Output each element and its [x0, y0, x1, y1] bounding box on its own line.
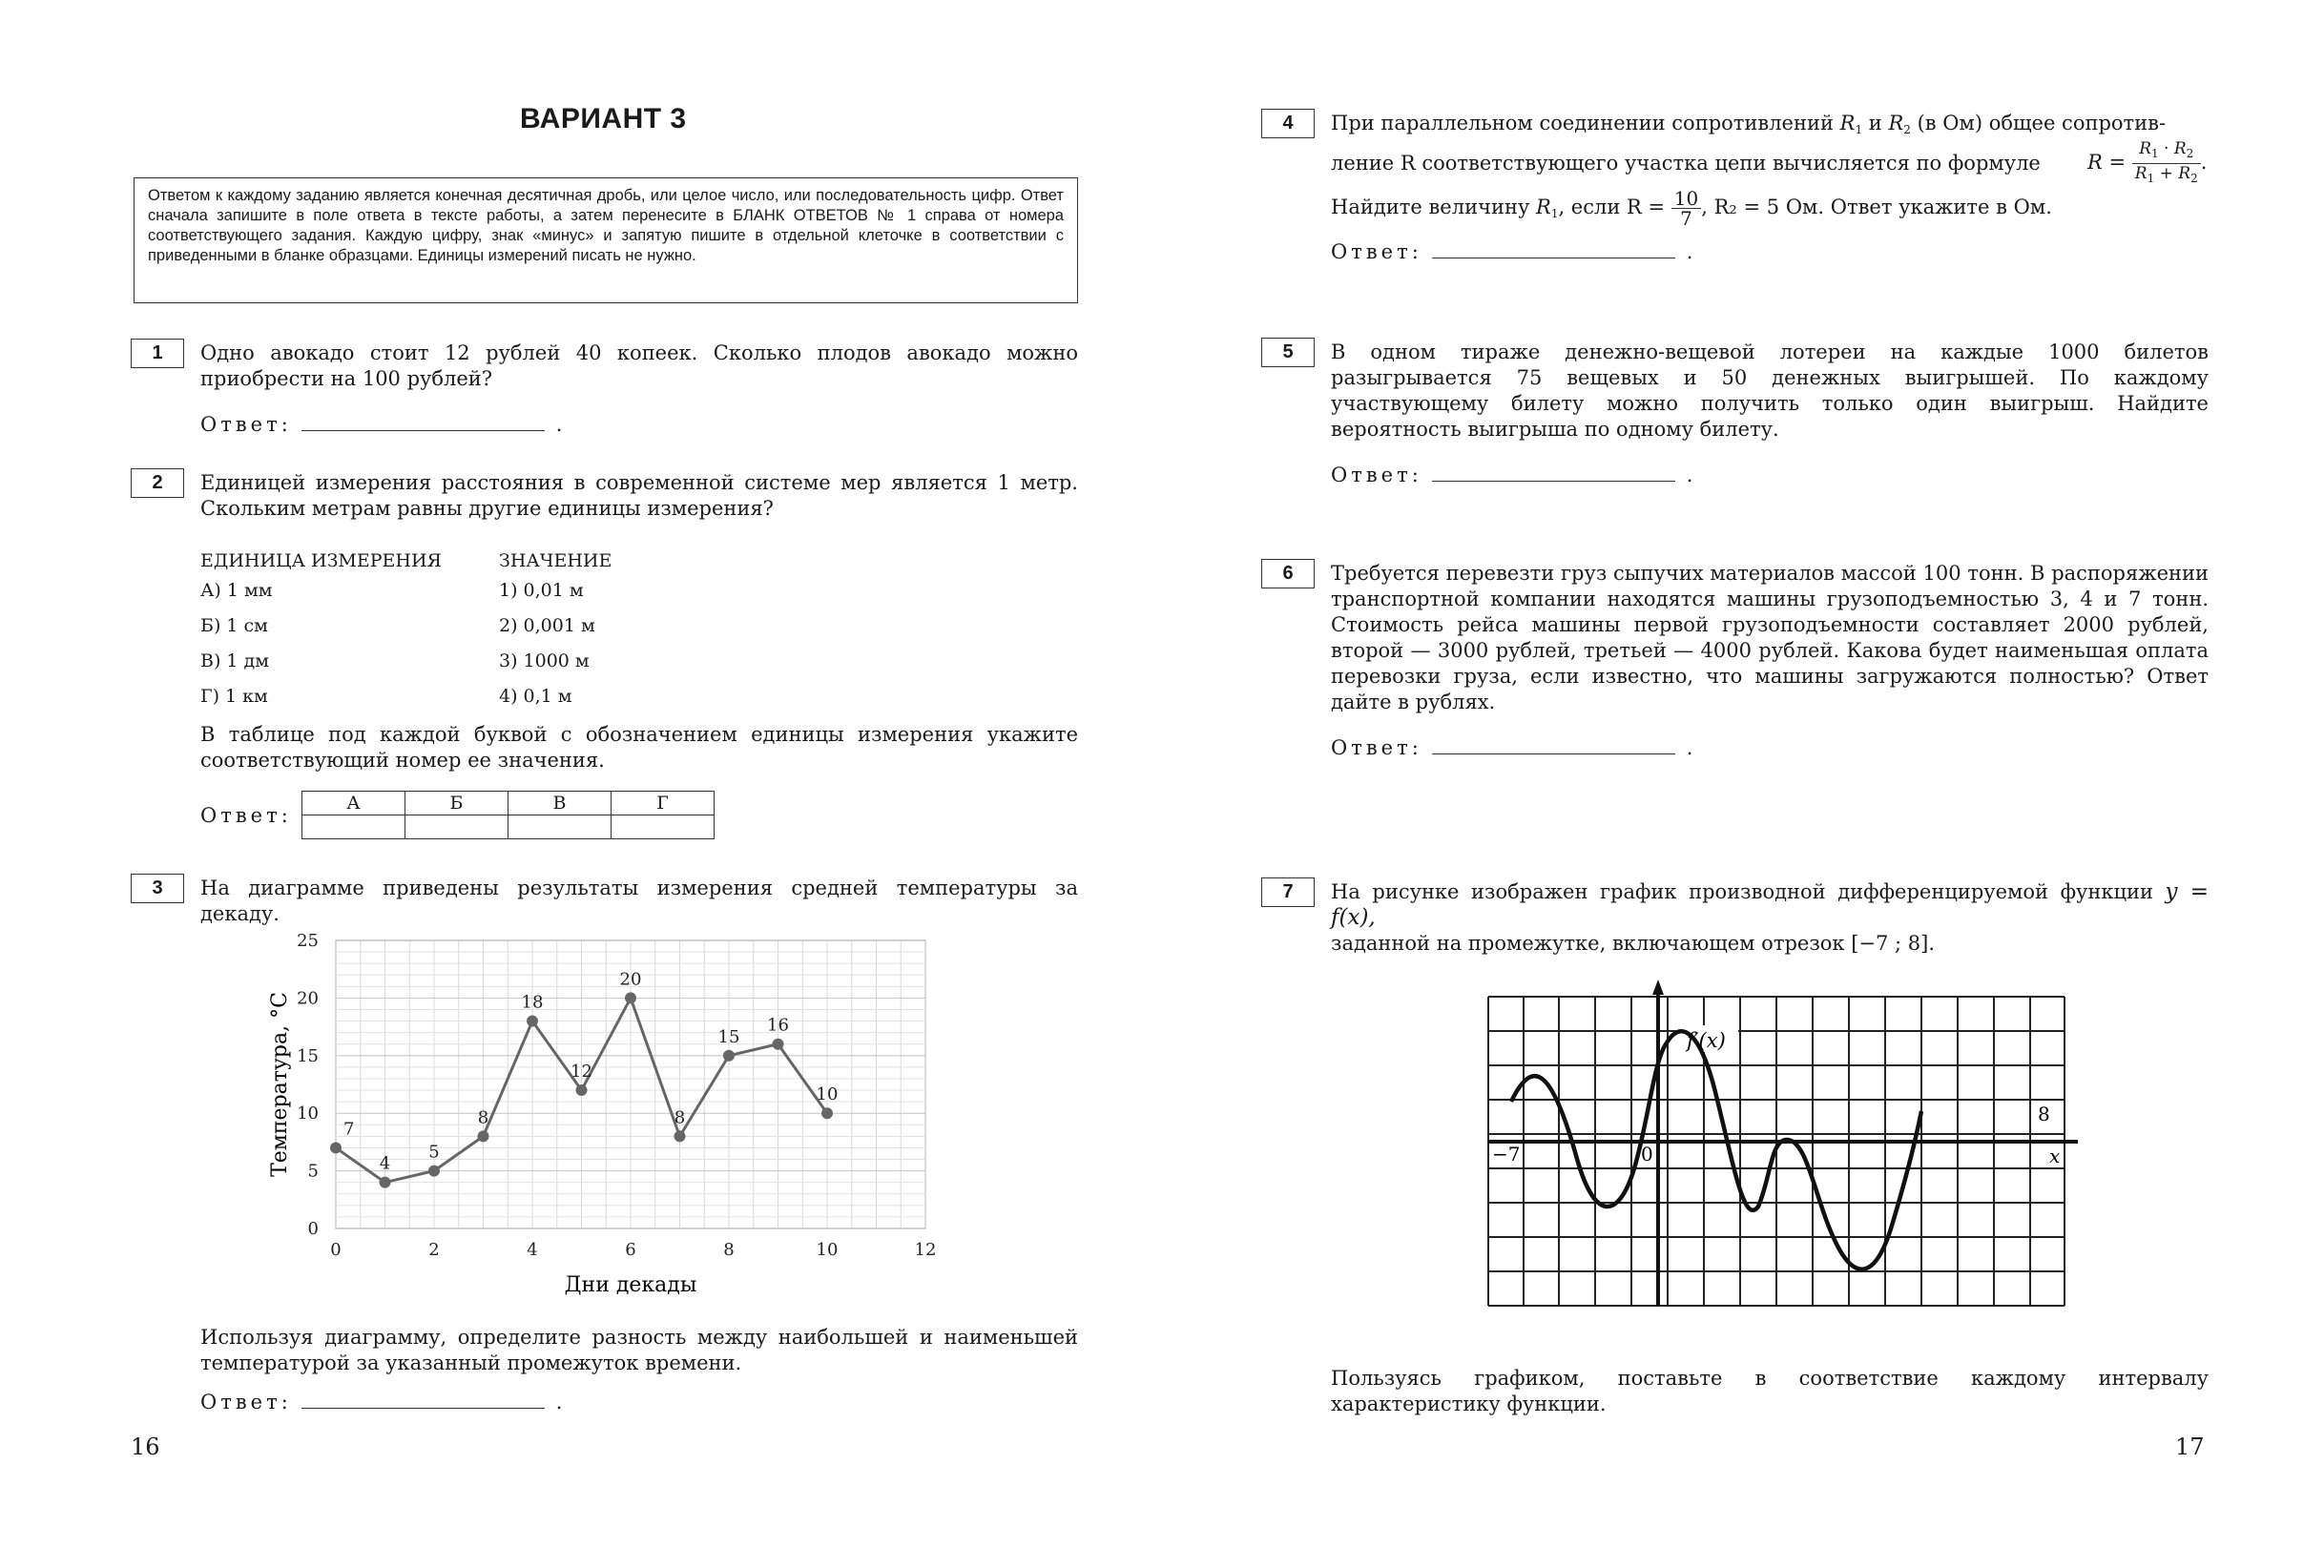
- table-header: Б: [405, 792, 508, 815]
- answer-line[interactable]: [301, 414, 545, 431]
- value-item: 2) 0,001 м: [499, 615, 595, 636]
- x-tick-label: 0: [330, 1240, 342, 1260]
- x-tick-label: 2: [428, 1240, 440, 1260]
- right-page: [1162, 0, 2324, 1568]
- data-label: 7: [343, 1119, 355, 1140]
- answer-line[interactable]: [1432, 737, 1675, 754]
- origin-label: 0: [1641, 1143, 1653, 1166]
- question-number: 7: [1261, 877, 1315, 907]
- question-text: Пользуясь графиком, поставьте в соответствие каждому интервалу характеристику функции.: [1331, 1367, 2209, 1415]
- y-tick-label: 15: [297, 1045, 319, 1066]
- question-text-line3: Найдите величину $R_1$, если R = $\frac{10}{7}$ , R₂ = 5 Ом. Ответ укажите в Ом.: [1331, 187, 2052, 230]
- column-header-value: ЗНАЧЕНИЕ: [499, 550, 612, 571]
- answer-label: Ответ:: [200, 804, 292, 827]
- table-header: В: [508, 792, 612, 815]
- data-label: 5: [428, 1142, 440, 1163]
- instructions-box: Ответом к каждому заданию является конечная десятичная дробь, или целое число, или последовательность цифр. Ответ сначала запишите в поле ответа в тексте работы, а затем перенесите в БЛАНК ОТВЕТОВ № 1 справа от номера соответствующего задания. Каждую цифру, знак «минус» и запятую пишите в отдельной клеточке в соответствии с приведенными в бланке образцами. Единицы измерений писать не нужно.: [134, 177, 1078, 303]
- data-label: 8: [477, 1107, 489, 1128]
- temperature-chart: [258, 925, 944, 1307]
- question-text: На диаграмме приведены результаты измерения средней температуры за декаду.: [200, 877, 1078, 925]
- unit-item: А) 1 мм: [200, 580, 273, 601]
- question-number: 1: [131, 339, 184, 368]
- x-tick-label: 8: [723, 1240, 735, 1260]
- page-number: 17: [2175, 1434, 2205, 1460]
- graph-axes: [1488, 987, 2078, 1306]
- x-axis-label: x: [2049, 1145, 2061, 1167]
- data-point: [478, 1130, 489, 1142]
- answer-field[interactable]: Ответ: .: [1331, 464, 1697, 486]
- unit-item: В) 1 дм: [200, 650, 270, 671]
- question-text: Требуется перевезти груз сыпучих материалов массой 100 тонн. В распоряжении транспортной компании находятся машины грузоподъемностью 3, 4 и 7 тонн. Стоимость рейса машины первой грузоподъемности составляет 2000 рублей, второй — 3000 рублей, третьей — 4000 рублей. Какова будет наименьшая оплата перевозки груза, если известно, что машины загружаются полностью? Ответ дайте в рублях.: [1331, 562, 2209, 713]
- derivative-curve: [1511, 1031, 1921, 1269]
- answer-table: [301, 791, 715, 839]
- x-right-tick-label: 8: [2038, 1103, 2050, 1125]
- answer-line[interactable]: [1432, 241, 1675, 258]
- y-tick-label: 5: [307, 1161, 319, 1182]
- data-label: 8: [674, 1107, 686, 1128]
- question-text: В одном тираже денежно-вещевой лотереи на каждые 1000 билетов разыгрывается 75 вещевых и 50 денежных выигрышей. По каждому участвующему билету можно получить только один выигрыш. Найдите вероятность выигрыша по одному билету.: [1331, 340, 2209, 441]
- data-point: [380, 1177, 391, 1188]
- page-title: ВАРИАНТ 3: [520, 103, 687, 134]
- page-number: 16: [131, 1434, 160, 1460]
- x-tick-label: 4: [527, 1240, 538, 1260]
- x-left-tick-label: −7: [1492, 1143, 1521, 1166]
- y-axis-label: Температура, °С: [268, 992, 292, 1177]
- column-header-unit: ЕДИНИЦА ИЗМЕРЕНИЯ: [200, 550, 442, 571]
- data-point: [428, 1166, 440, 1177]
- answer-cell[interactable]: [508, 815, 612, 839]
- question-text: Используя диаграмму, определите разность между наибольшей и наименьшей температурой за указанный промежуток времени.: [200, 1326, 1078, 1374]
- data-point: [330, 1142, 342, 1153]
- question-number: 5: [1261, 338, 1315, 367]
- data-point: [723, 1050, 735, 1062]
- question-number: 2: [131, 468, 184, 498]
- question-number: 3: [131, 874, 184, 903]
- data-point: [576, 1084, 588, 1096]
- data-label: 10: [816, 1084, 839, 1105]
- data-point: [674, 1130, 686, 1142]
- question-number: 4: [1261, 109, 1315, 138]
- y-tick-label: 25: [297, 931, 319, 951]
- answer-field[interactable]: Ответ: .: [200, 413, 567, 436]
- table-header: Г: [612, 792, 715, 815]
- x-tick-label: 10: [816, 1240, 839, 1260]
- unit-item: Г) 1 км: [200, 686, 268, 707]
- value-item: 4) 0,1 м: [499, 686, 572, 707]
- unit-item: Б) 1 см: [200, 615, 268, 636]
- answer-cell[interactable]: [612, 815, 715, 839]
- data-label: 4: [379, 1153, 391, 1174]
- answer-line[interactable]: [301, 1392, 545, 1409]
- derivative-graph: [1467, 978, 2097, 1340]
- answer-field[interactable]: Ответ: .: [1331, 240, 1697, 263]
- answer-label: Ответ:: [200, 1391, 292, 1413]
- question-text-line2: ление R соответствующего участка цепи вычисляется по формуле: [1331, 152, 2041, 175]
- data-label: 12: [571, 1062, 592, 1083]
- y-tick-label: 0: [307, 1219, 319, 1239]
- y-axis-arrow: [1652, 980, 1664, 995]
- table-header: А: [302, 792, 405, 815]
- data-point: [527, 1016, 538, 1027]
- x-tick-label: 12: [914, 1240, 937, 1260]
- answer-line[interactable]: [1432, 464, 1675, 482]
- x-tick-label: 6: [625, 1240, 636, 1260]
- function-label: f′(x): [1687, 1029, 1726, 1052]
- data-label: 20: [619, 969, 642, 990]
- y-tick-label: 10: [297, 1104, 319, 1124]
- answer-cell[interactable]: [405, 815, 508, 839]
- data-label: 16: [767, 1015, 789, 1036]
- answer-field[interactable]: Ответ: .: [200, 1391, 567, 1413]
- y-tick-label: 20: [297, 988, 319, 1009]
- answer-label: Ответ:: [1331, 240, 1422, 263]
- answer-label: Ответ:: [1331, 736, 1422, 759]
- question-text-line1: При параллельном соединении сопротивлений $R_1$ и $R_2$ (в Ом) общее сопротив-: [1331, 112, 2167, 136]
- x-axis-label: Дни декады: [564, 1273, 697, 1297]
- question-text: На рисунке изображен график производной дифференцируемой функции y = f(x), заданной на промежутке, включающем отрезок [−7 ; 8].: [1331, 879, 2209, 955]
- data-point: [821, 1107, 833, 1119]
- formula: R = $\frac{R_1 \cdot R_2}{R_1 + R_2}$ .: [2087, 139, 2208, 185]
- value-item: 3) 1000 м: [499, 650, 590, 671]
- answer-field[interactable]: Ответ: .: [1331, 736, 1697, 759]
- question-text: Единицей измерения расстояния в современной системе мер является 1 метр. Скольким метрам равны другие единицы измерения?: [200, 471, 1078, 520]
- question-instruction: В таблице под каждой буквой с обозначением единицы измерения укажите соответствующий номер ее значения.: [200, 723, 1078, 772]
- value-item: 1) 0,01 м: [499, 580, 584, 601]
- data-point: [625, 992, 636, 1003]
- answer-label: Ответ:: [1331, 464, 1422, 486]
- question-number: 6: [1261, 559, 1315, 588]
- answer-label: Ответ:: [200, 413, 292, 436]
- question-text: Одно авокадо стоит 12 рублей 40 копеек. Сколько плодов авокадо можно приобрести на 100 рублей?: [200, 341, 1078, 390]
- data-label: 15: [717, 1026, 740, 1047]
- answer-cell[interactable]: [302, 815, 405, 839]
- data-point: [773, 1039, 784, 1050]
- data-label: 18: [521, 992, 544, 1013]
